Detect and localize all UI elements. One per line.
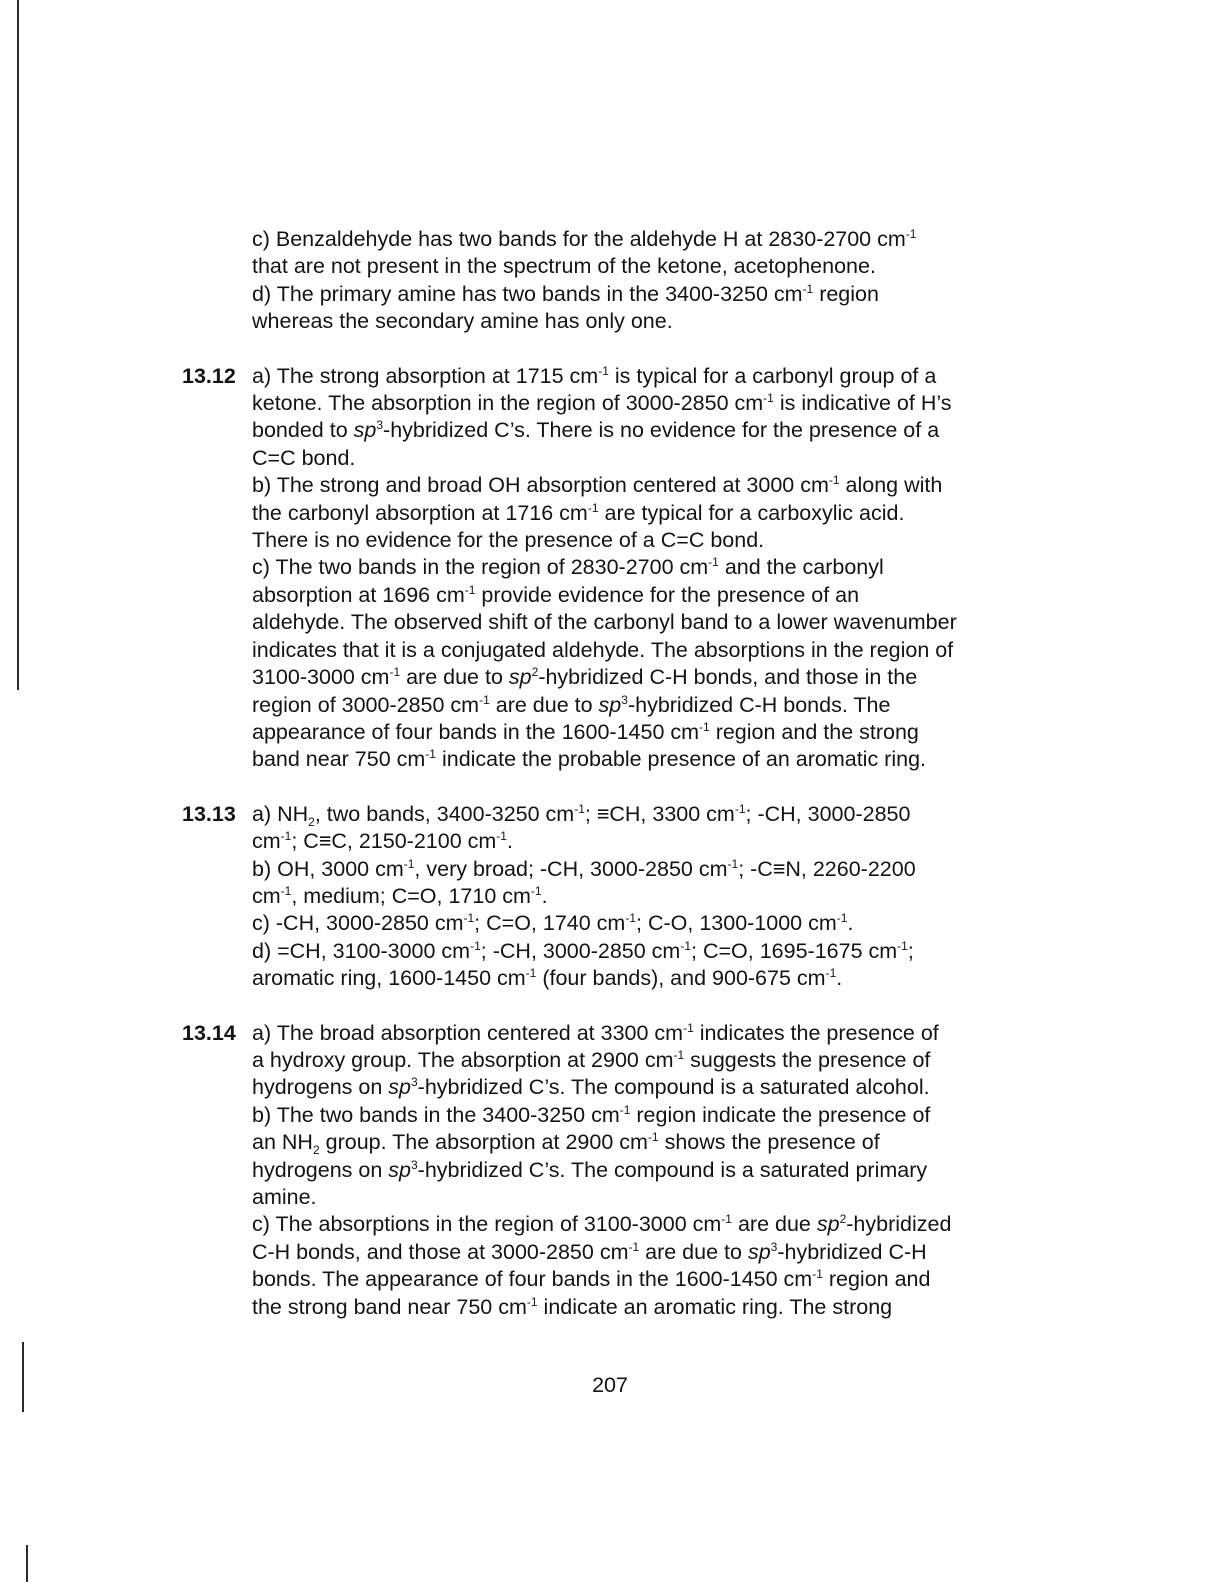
text-line: hydrogens on $sp^3$-hybridized C’s. The compound is a saturated alcohol.: [252, 1075, 930, 1100]
text-line: the carbonyl absorption at 1716 $cm^{-1}$ are typical for a carboxylic acid.: [252, 500, 905, 525]
text-line: 3100-3000 $cm^{-1}$ are due to $sp^2$-hybridized C-H bonds, and those in the: [252, 665, 918, 690]
text-line: a hydroxy group. The absorption at 2900 $cm^{-1}$ suggests the presence of: [252, 1047, 931, 1072]
answer-block-13-12: [182, 363, 1062, 774]
text-line: C=C bond.: [252, 445, 356, 470]
text-line: amine.: [252, 1185, 317, 1209]
text-line: appearance of four bands in the 1600-1450 $cm^{-1}$ region and the strong: [252, 719, 919, 744]
text-line: c) Benzaldehyde has two bands for the aldehyde H at 2830-2700 $cm^{-1}$: [252, 227, 917, 251]
text-line: whereas the secondary amine has only one.: [252, 309, 673, 334]
answer-block-continued: [182, 226, 1062, 336]
text-line: b) OH, 3000 $cm^{-1}$, very broad; -CH, 3000-2850 $cm^{-1}$; -C≡N, 2260-2200: [252, 856, 916, 881]
text-line: aldehyde. The observed shift of the carbonyl band to a lower wavenumber: [252, 610, 957, 635]
text-line: b) The two bands in the 3400-3250 $cm^{-1}$ region indicate the presence of: [252, 1102, 931, 1127]
answer-block-13-13: [182, 801, 1062, 993]
problem-number: 13.12: [182, 363, 236, 388]
text-line: C-H bonds, and those at 3000-2850 $cm^{-1}$ are due to $sp^3$-hybridized C-H: [252, 1239, 927, 1264]
text-line: d) =CH, 3100-3000 $cm^{-1}$; -CH, 3000-2850 $cm^{-1}$; C=O, 1695-1675 $cm^{-1}$;: [252, 938, 914, 963]
text-line: ketone. The absorption in the region of 3000-2850 $cm^{-1}$ is indicative of H’s: [252, 391, 952, 416]
text-line: d) The primary amine has two bands in the 3400-3250 $cm^{-1}$ region: [252, 281, 879, 306]
text-line: $cm^{-1}$, medium; C=O, 1710 $cm^{-1}$.: [252, 883, 548, 908]
text-line: band near 750 $cm^{-1}$ indicate the probable presence of an aromatic ring.: [252, 747, 927, 772]
text-line: a) The strong absorption at 1715 $cm^{-1}$ is typical for a carbonyl group of a: [252, 363, 937, 388]
text-line: absorption at 1696 $cm^{-1}$ provide evidence for the presence of an: [252, 582, 860, 607]
scan-edge-top: [17, 0, 19, 690]
problem-number: 13.14: [182, 1020, 236, 1045]
text-line: b) The strong and broad OH absorption centered at 3000 $cm^{-1}$ along with: [252, 473, 943, 498]
text-line: hydrogens on $sp^3$-hybridized C’s. The compound is a saturated primary: [252, 1157, 928, 1182]
text-line: bonds. The appearance of four bands in the 1600-1450 $cm^{-1}$ region and: [252, 1267, 931, 1292]
text-line: c) -CH, 3000-2850 $cm^{-1}$; C=O, 1740 $cm^{-1}$; C-O, 1300-1000 $cm^{-1}$.: [252, 911, 854, 936]
text-line: that are not present in the spectrum of the ketone, acetophenone.: [252, 254, 876, 279]
text-line: the strong band near 750 $cm^{-1}$ indicate an aromatic ring. The strong: [252, 1294, 893, 1319]
problem-number: 13.13: [182, 801, 236, 826]
text-line: bonded to $sp^3$-hybridized C’s. There is no evidence for the presence of a: [252, 418, 940, 443]
text-line: a) $NH_2$, two bands, 3400-3250 $cm^{-1}$; ≡CH, 3300 $cm^{-1}$; -CH, 3000-2850: [252, 801, 911, 829]
text-line: region of 3000-2850 $cm^{-1}$ are due to $sp^3$-hybridized C-H bonds. The: [252, 692, 891, 717]
text-line: c) The two bands in the region of 2830-2700 $cm^{-1}$ and the carbonyl: [252, 555, 884, 580]
scan-edge-bottom: [26, 1545, 28, 1582]
text-line: a) The broad absorption centered at 3300 $cm^{-1}$ indicates the presence of: [252, 1020, 939, 1045]
page-number: 207: [592, 1373, 628, 1397]
page-body: [182, 226, 1062, 1321]
text-line: an $NH_2$ group. The absorption at 2900 $cm^{-1}$ shows the presence of: [252, 1130, 880, 1158]
text-line: aromatic ring, 1600-1450 $cm^{-1}$ (four bands), and 900-675 $cm^{-1}$.: [252, 966, 843, 991]
text-line: c) The absorptions in the region of 3100-3000 $cm^{-1}$ are due $sp^2$-hybridized: [252, 1212, 952, 1237]
text-line: indicates that it is a conjugated aldehyde. The absorptions in the region of: [252, 637, 954, 662]
text-line: There is no evidence for the presence of a C=C bond.: [252, 528, 765, 553]
text-line: $cm^{-1}$; C≡C, 2150-2100 $cm^{-1}$.: [252, 829, 513, 854]
answer-block-13-14: [182, 1020, 1062, 1321]
